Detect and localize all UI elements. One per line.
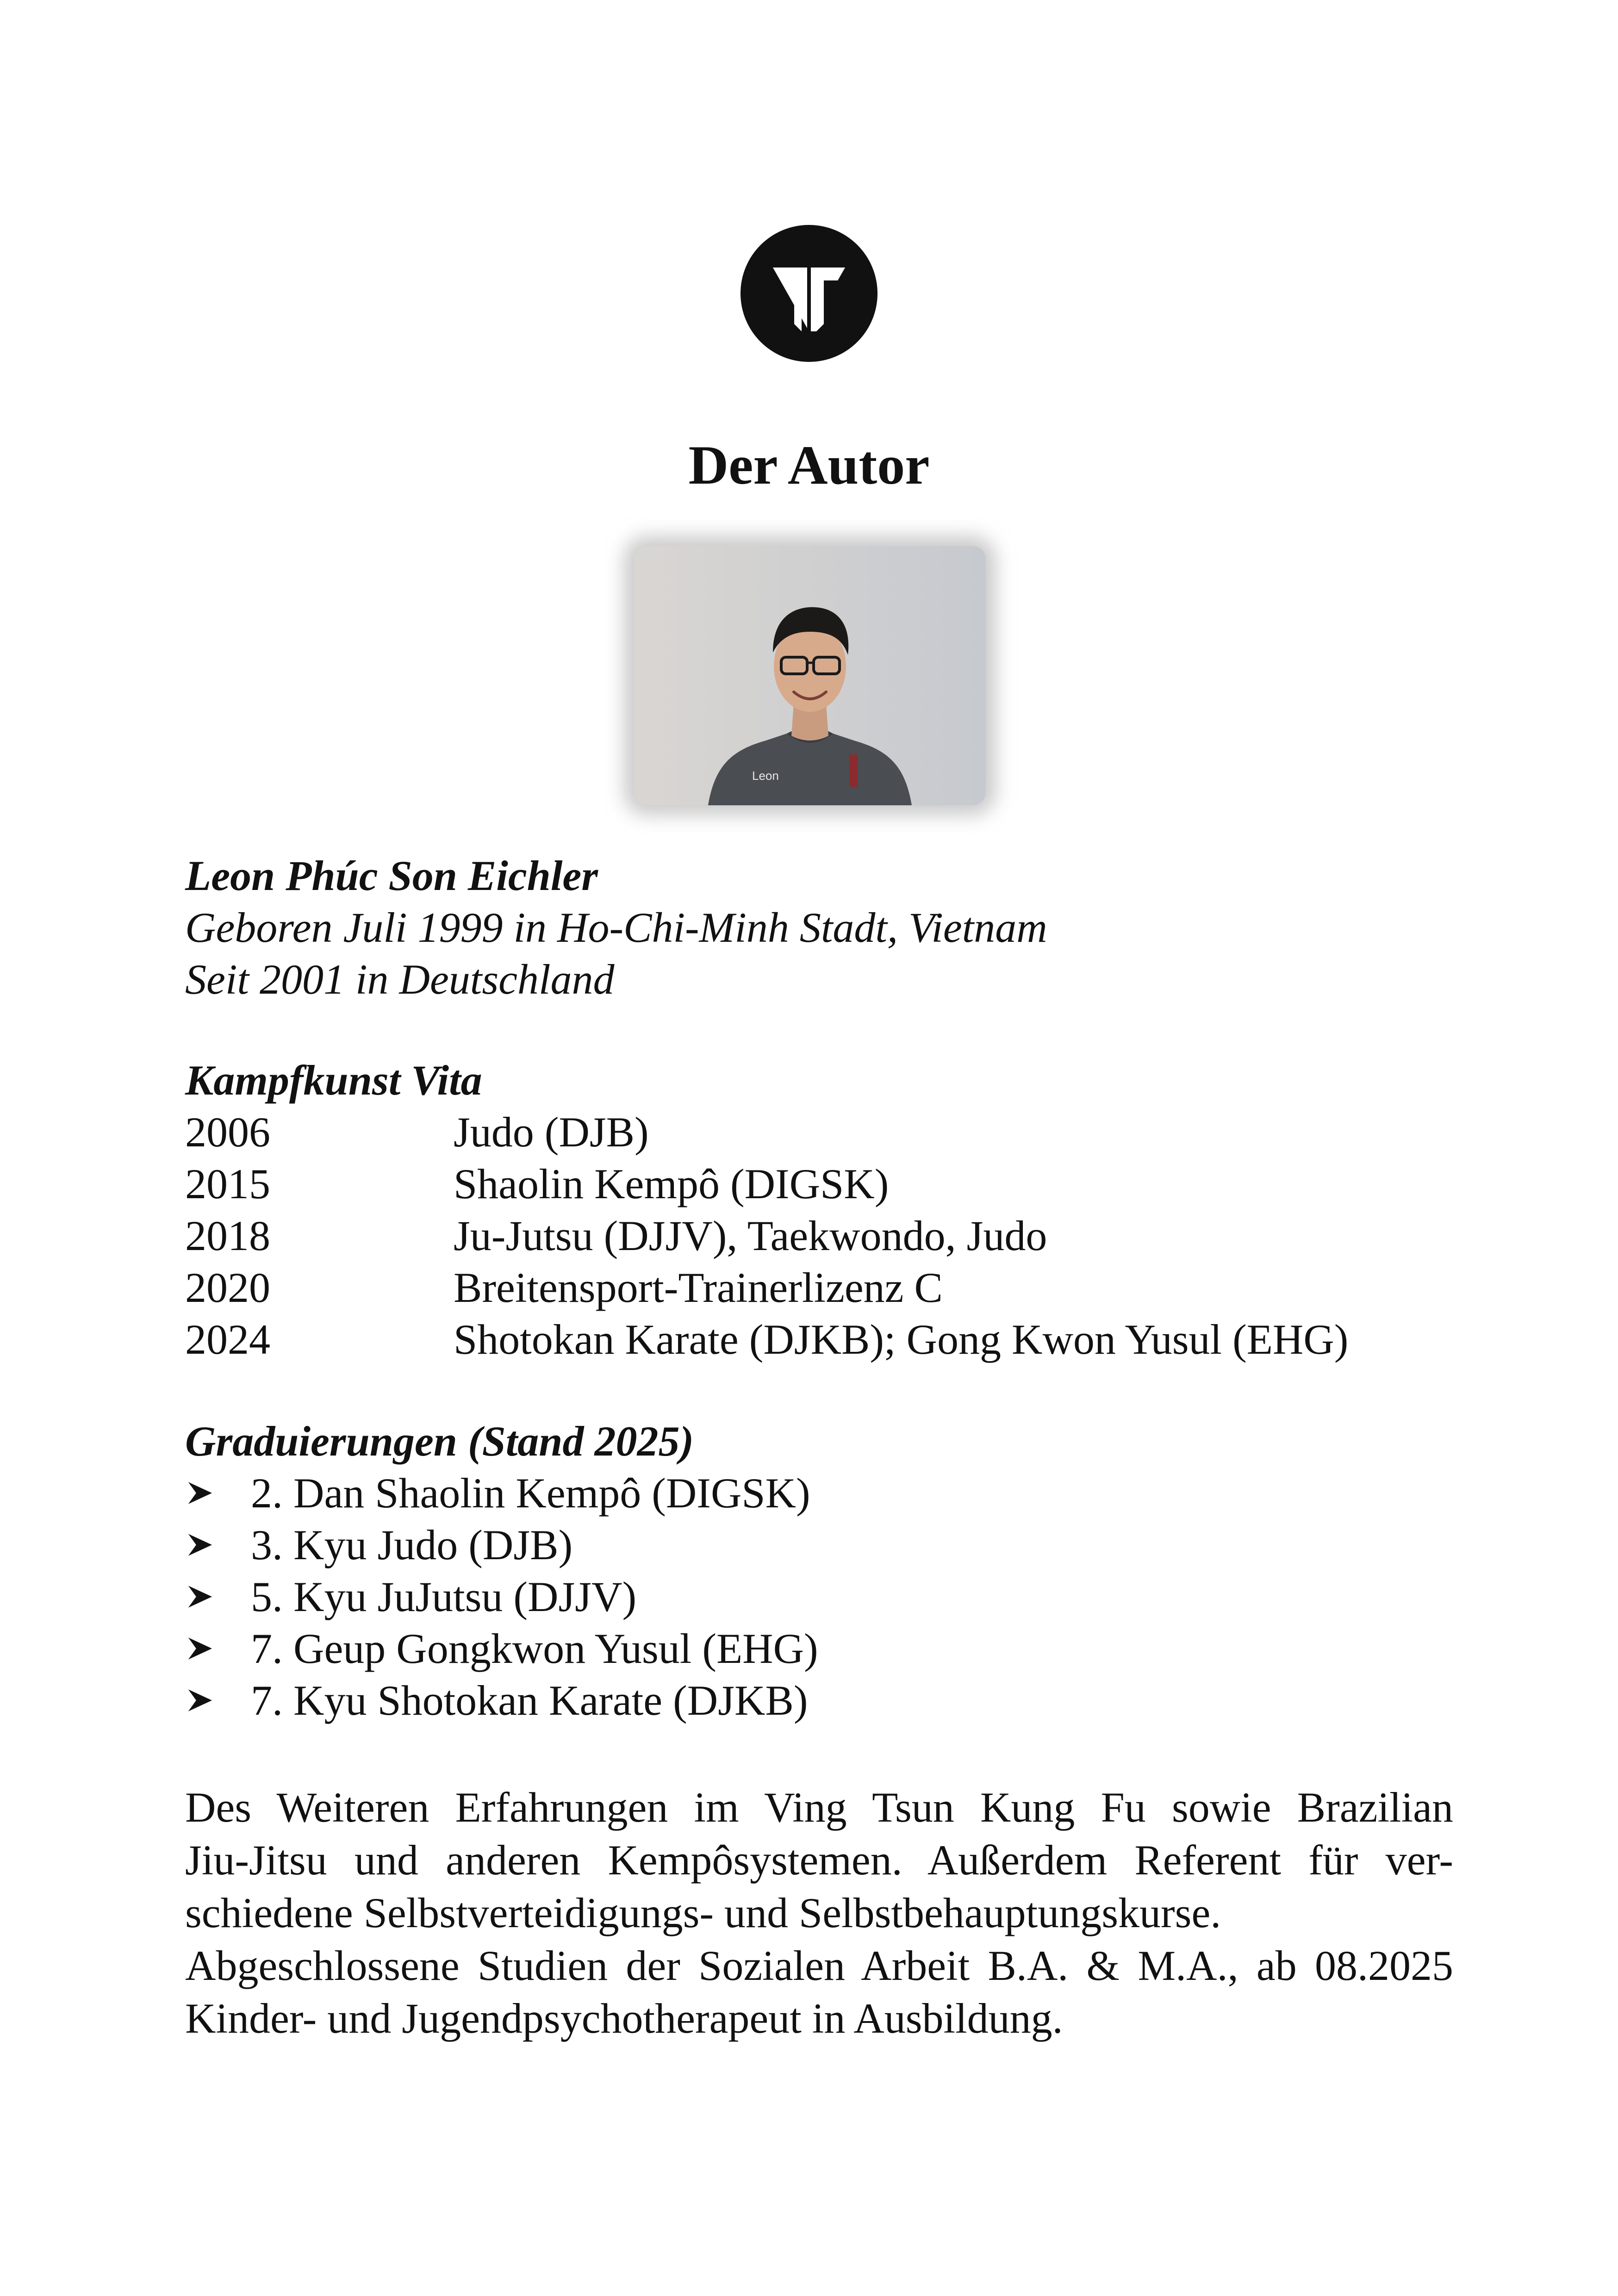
paragraph-line: Abgeschlossene Studien der Sozialen Arbeit B.A. & M.A., ab 08.2025 bbox=[185, 1942, 1453, 1989]
vita-text: Shaolin Kempô (DIGSK) bbox=[454, 1160, 889, 1207]
paragraph-line: Jiu-Jitsu und anderen Kempôsystemen. Außerdem Referent für ver- bbox=[185, 1836, 1453, 1884]
vita-row bbox=[185, 1210, 1481, 1262]
list-item bbox=[185, 1571, 818, 1623]
vita-year: 2020 bbox=[185, 1264, 270, 1311]
vita-row bbox=[185, 1313, 1481, 1365]
grade-text: 3. Kyu Judo (DJB) bbox=[251, 1521, 573, 1568]
vita-year: 2018 bbox=[185, 1212, 270, 1259]
list-item bbox=[185, 1467, 818, 1519]
grade-text: 7. Kyu Shotokan Karate (DJKB) bbox=[251, 1677, 808, 1724]
list-item bbox=[185, 1674, 818, 1726]
arrow-bullet-icon bbox=[185, 1479, 251, 1507]
author-residence: Seit 2001 in Deutschland bbox=[185, 956, 615, 1003]
vita-heading: Kampfkunst Vita bbox=[185, 1057, 482, 1104]
paragraph-line: Kinder- und Jugendpsychotherapeut in Ausbildung. bbox=[185, 1995, 1063, 2042]
vita-text: Breitensport-Trainerlizenz C bbox=[454, 1264, 943, 1311]
vita-row bbox=[185, 1158, 1481, 1210]
vita-row bbox=[185, 1262, 1481, 1313]
grade-text: 2. Dan Shaolin Kempô (DIGSK) bbox=[251, 1469, 810, 1517]
publisher-logo-icon bbox=[741, 225, 877, 362]
author-photo bbox=[634, 546, 986, 805]
grades-section bbox=[185, 1415, 818, 1726]
list-item bbox=[185, 1519, 818, 1571]
author-birth: Geboren Juli 1999 in Ho-Chi-Minh Stadt, Vietnam bbox=[185, 904, 1047, 951]
vita-year: 2015 bbox=[185, 1160, 270, 1207]
list-item bbox=[185, 1623, 818, 1674]
arrow-bullet-icon bbox=[185, 1531, 251, 1559]
paragraph-line: Des Weiteren Erfahrungen im Ving Tsun Kung Fu sowie Brazilian bbox=[185, 1784, 1453, 1831]
grade-text: 5. Kyu JuJutsu (DJJV) bbox=[251, 1573, 637, 1620]
shirt-text: Leon bbox=[752, 769, 779, 783]
grades-heading: Graduierungen (Stand 2025) bbox=[185, 1418, 694, 1465]
arrow-bullet-icon bbox=[185, 1582, 251, 1611]
paragraph-line: schiedene Selbstverteidigungs- und Selbstbehauptungskurse. bbox=[185, 1889, 1221, 1936]
vita-text: Judo (DJB) bbox=[454, 1108, 649, 1156]
vita-row bbox=[185, 1106, 1481, 1158]
arrow-bullet-icon bbox=[185, 1686, 251, 1715]
vita-text: Ju-Jutsu (DJJV), Taekwondo, Judo bbox=[454, 1212, 1047, 1259]
grade-text: 7. Geup Gongkwon Yusul (EHG) bbox=[251, 1625, 818, 1672]
vita-year: 2024 bbox=[185, 1316, 270, 1363]
vita-text: Shotokan Karate (DJKB); Gong Kwon Yusul (EHG) bbox=[454, 1316, 1349, 1363]
bio-paragraph bbox=[185, 1781, 1453, 2045]
author-name: Leon Phúc Son Eichler bbox=[185, 852, 598, 899]
vita-year: 2006 bbox=[185, 1108, 270, 1156]
page-title: Der Autor bbox=[688, 434, 930, 496]
arrow-bullet-icon bbox=[185, 1634, 251, 1663]
vita-section bbox=[185, 1054, 1481, 1365]
author-info bbox=[185, 850, 1047, 1005]
